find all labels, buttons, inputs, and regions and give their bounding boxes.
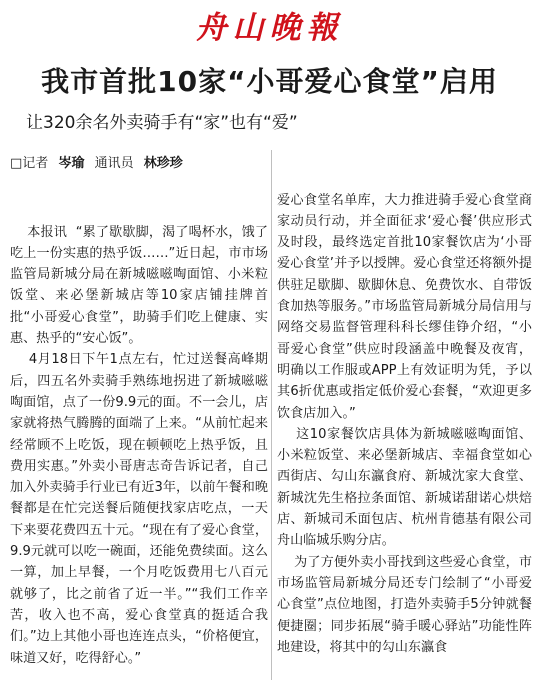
article-column-right [277, 147, 532, 679]
article-paragraph: 本报讯 “累了歇歇脚，渴了喝杯水，饿了吃上一份实惠的热乎饭……”近日起，市市场监管局新城分局在新城嗞嗞啕面馆、小米粒饭堂、来必堡新城店等10家店铺挂牌首批“小哥爱心食堂”，助骑手们吃上健康、实惠、热乎的“安心饭”。 [10, 224, 269, 347]
column-divider [271, 150, 272, 680]
byline-marker: □ [10, 156, 23, 171]
correspondent-name: 林珍珍 [143, 156, 183, 171]
article-byline [10, 152, 189, 171]
newspaper-masthead: 舟山晚報 [195, 10, 344, 46]
reporter-label: 记者 [22, 156, 49, 171]
article-column-left [10, 179, 268, 690]
article-paragraph: 4月18日下午1点左右，忙过送餐高峰期后，四五名外卖骑手熟练地拐进了新城嗞嗞啕面馆，点了一份9.9元的面。不一会儿，店家就将热气腾腾的面端了上来。“从前忙起来经常顾不上吃饭，现在顿顿吃上热乎饭，且费用实惠。”外卖小哥唐志奇告诉记者，自己加入外卖骑手行业已有近3年，以前午餐和晚餐都是在忙完送餐后随便找家店吃点，一天下来要花费四五十元。“现在有了爱心食堂，9.9元就可以吃一碗面，还能免费续面。这么一算，加上早餐，一个月吃饭费用七八百元就够了，比之前省了近一半。”“我们工作辛苦，收入也不高，爱心食堂真的挺适合我们。”边上其他小哥也连连点头，“价格便宜，味道又好，吃得舒心。” [10, 352, 269, 666]
article-paragraph: 爱心食堂名单库，大力推进骑手爱心食堂商家动员行动，并全面征求‘爱心餐’供应形式及时段，最终选定首批10家餐饮店为‘小哥爱心食堂’并予以授牌。爱心食堂还将额外提供驻足歇脚、歇脚休息、免费饮水、自带饭食加热等服务。”市场监管局新城分局信用与网络交易监督管理科科长缪佳铮介绍，“小哥爱心食堂”供应时段涵盖中晚餐及夜宵，明确以工作服或APP上有效证明为凭，予以其6折优惠或指定低价爱心套餐，“欢迎更多饮食店加入。” [277, 192, 532, 421]
article-paragraph: 这10家餐饮店具体为新城嗞嗞啕面馆、小米粒饭堂、来必堡新城店、幸福食堂如心西街店、勾山东瀛食府、新城沈家大食堂、新城沈先生格拉条面馆、新城诺甜诺心烘焙店、新城司禾面包店、杭州肯德基有限公司舟山临城乐购分店。 [277, 426, 532, 549]
reporter-name: 岑瑜 [58, 156, 85, 171]
article-headline: 我市首批10家“小哥爱心食堂”启用 [41, 65, 498, 98]
correspondent-label: 通讯员 [94, 156, 134, 171]
article-subheadline: 让320余名外卖骑手有“家”也有“爱” [26, 113, 298, 133]
article-paragraph: 为了方便外卖小哥找到这些爱心食堂，市市场监管局新城分局还专门绘制了“小哥爱心食堂”点位地图，打造外卖骑手5分钟就餐便捷圈；同步拓展“骑手暖心驿站”功能性阵地建设，将其中的勾山东瀛食 [277, 554, 532, 655]
